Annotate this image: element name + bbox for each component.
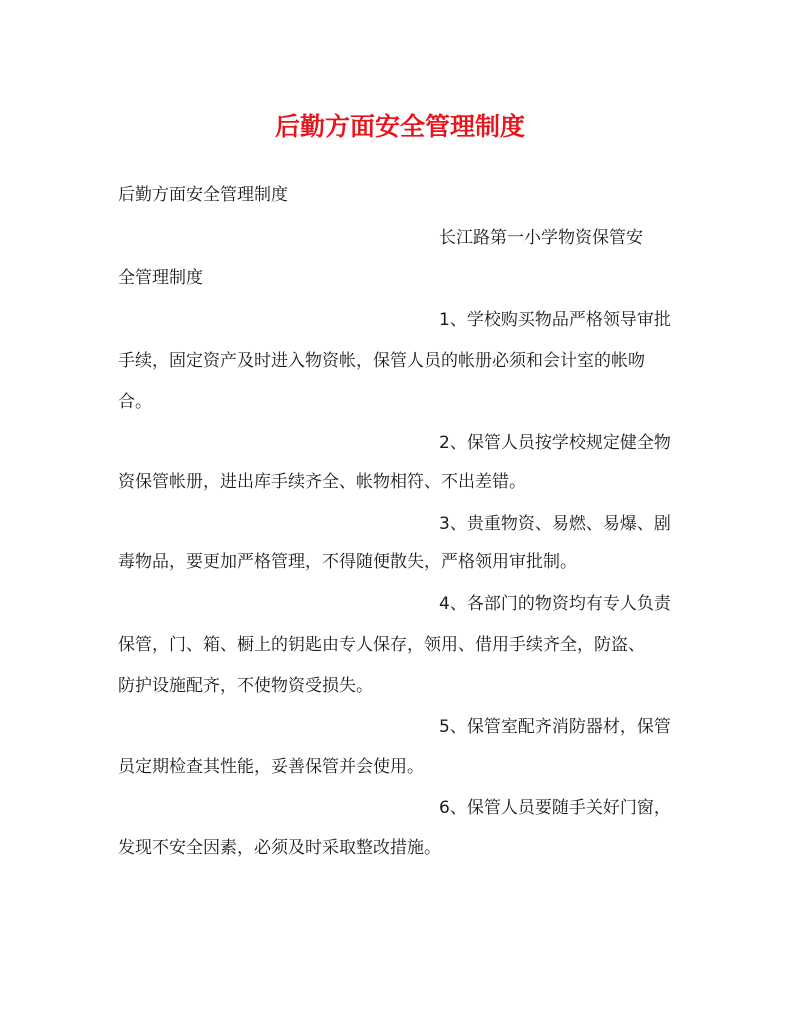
rule-2-line-1: 2、保管人员按学校规定健全物 bbox=[439, 433, 671, 453]
rule-5-line-2: 员定期检查其性能，妥善保管并会使用。 bbox=[118, 757, 424, 777]
rule-1-line-1: 1、学校购买物品严格领导审批 bbox=[439, 310, 671, 330]
rule-6-line-1: 6、保管人员要随手关好门窗， bbox=[439, 798, 671, 818]
rule-1-line-2: 手续，固定资产及时进入物资帐，保管人员的帐册必须和会计室的帐吻 bbox=[118, 351, 645, 371]
rule-4-line-3: 防护设施配齐，不使物资受损失。 bbox=[118, 676, 373, 696]
rule-1-line-3: 合。 bbox=[118, 392, 152, 412]
intro-heading: 后勤方面安全管理制度 bbox=[118, 185, 288, 205]
rule-2-line-2: 资保管帐册，进出库手续齐全、帐物相符、不出差错。 bbox=[118, 472, 526, 492]
rule-5-line-1: 5、保管室配齐消防器材，保管 bbox=[439, 717, 671, 737]
rule-3-line-2: 毒物品，要更加严格管理，不得随便散失，严格领用审批制。 bbox=[118, 552, 577, 572]
rule-3-line-1: 3、贵重物资、易燃、易爆、剧 bbox=[439, 514, 671, 534]
rule-6-line-2: 发现不安全因素，必须及时采取整改措施。 bbox=[118, 838, 441, 858]
rule-4-line-1: 4、各部门的物资均有专人负责 bbox=[439, 594, 671, 614]
subtitle-line: 全管理制度 bbox=[118, 268, 203, 288]
document-title: 后勤方面安全管理制度 bbox=[274, 112, 525, 141]
rule-4-line-2: 保管，门、箱、橱上的钥匙由专人保存，领用、借用手续齐全，防盗、 bbox=[118, 635, 645, 655]
school-name-line: 长江路第一小学物资保管安 bbox=[439, 228, 643, 248]
